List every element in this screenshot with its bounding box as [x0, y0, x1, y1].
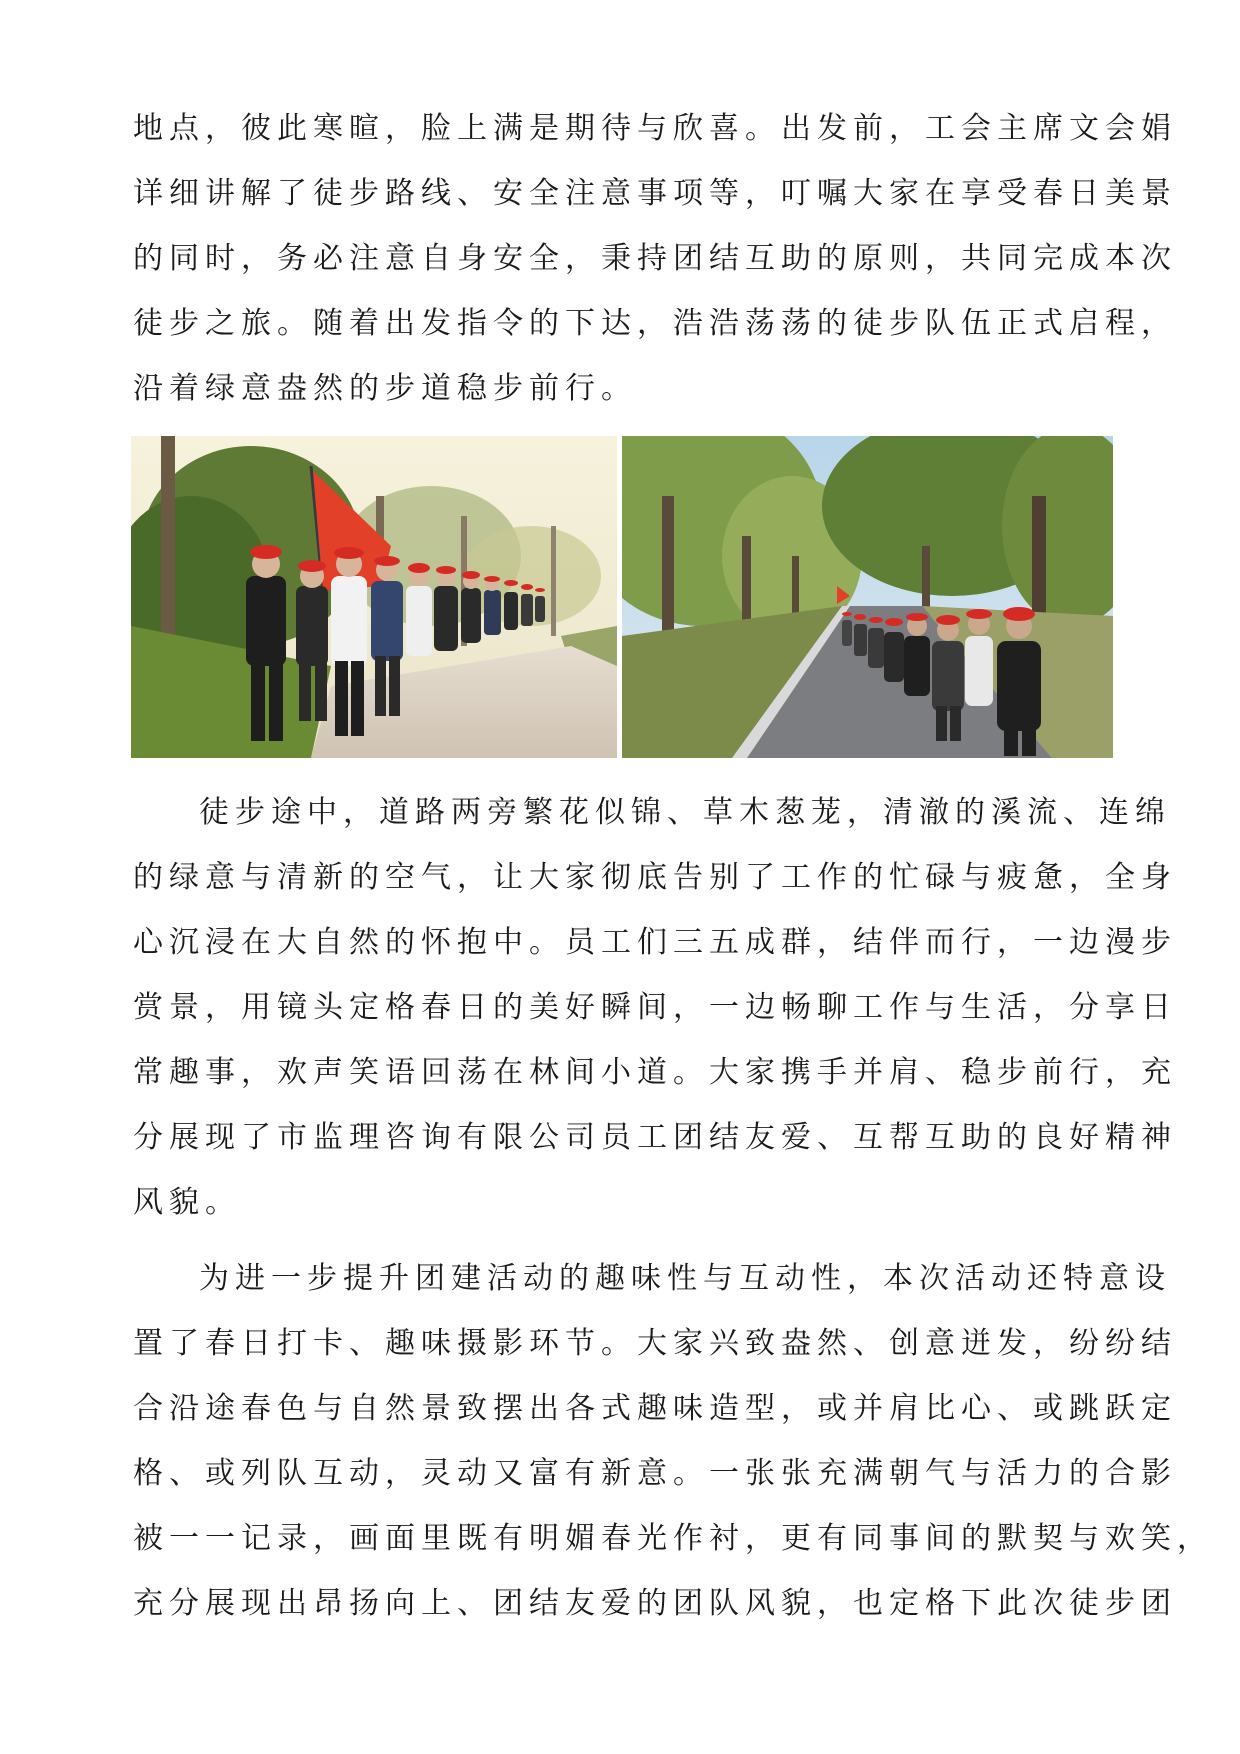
text-line: 为进一步提升团建活动的趣味性与互动性，本次活动还特意设 — [199, 1261, 1171, 1296]
text-line: 置了春日打卡、趣味摄影环节。大家兴致盎然、创意迸发，纷纷结 — [133, 1326, 1177, 1361]
hiking-photo-left — [131, 436, 617, 758]
text-line: 地点，彼此寒暄，脸上满是期待与欣喜。出发前，工会主席文会娟 — [133, 111, 1177, 146]
text-line: 徒步途中，道路两旁繁花似锦、草木葱茏，清澈的溪流、连绵 — [199, 795, 1171, 830]
text-line: 被一一记录，画面里既有明媚春光作衬，更有同事间的默契与欢笑， — [133, 1521, 1213, 1556]
text-line: 详细讲解了徒步路线、安全注意事项等，叮嘱大家在享受春日美景 — [133, 176, 1177, 211]
photo-row — [131, 436, 1113, 758]
paragraph-intro — [133, 96, 1177, 421]
text-line: 沿着绿意盎然的步道稳步前行。 — [133, 371, 637, 406]
hiking-photo-right-image — [622, 436, 1113, 758]
text-line: 合沿途春色与自然景致摆出各式趣味造型，或并肩比心、或跳跃定 — [133, 1391, 1177, 1426]
paragraph-hiking — [133, 780, 1177, 1235]
text-line: 的绿意与清新的空气，让大家彻底告别了工作的忙碌与疲惫，全身 — [133, 860, 1177, 895]
hiking-photo-right — [622, 436, 1113, 758]
text-line: 的同时，务必注意自身安全，秉持团结互助的原则，共同完成本次 — [133, 241, 1177, 276]
text-line: 徒步之旅。随着出发指令的下达，浩浩荡荡的徒步队伍正式启程， — [133, 306, 1177, 341]
text-line: 风貌。 — [133, 1185, 241, 1220]
text-line: 分展现了市监理咨询有限公司员工团结友爱、互帮互助的良好精神 — [133, 1120, 1177, 1155]
hiking-photo-left-image — [131, 436, 617, 758]
text-line: 充分展现出昂扬向上、团结友爱的团队风貌，也定格下此次徒步团 — [133, 1586, 1177, 1621]
text-line: 格、或列队互动，灵动又富有新意。一张张充满朝气与活力的合影 — [133, 1456, 1177, 1491]
text-line: 心沉浸在大自然的怀抱中。员工们三五成群，结伴而行，一边漫步 — [133, 925, 1177, 960]
text-line: 赏景，用镜头定格春日的美好瞬间，一边畅聊工作与生活，分享日 — [133, 990, 1177, 1025]
paragraph-photography — [133, 1246, 1213, 1636]
text-line: 常趣事，欢声笑语回荡在林间小道。大家携手并肩、稳步前行，充 — [133, 1055, 1177, 1090]
